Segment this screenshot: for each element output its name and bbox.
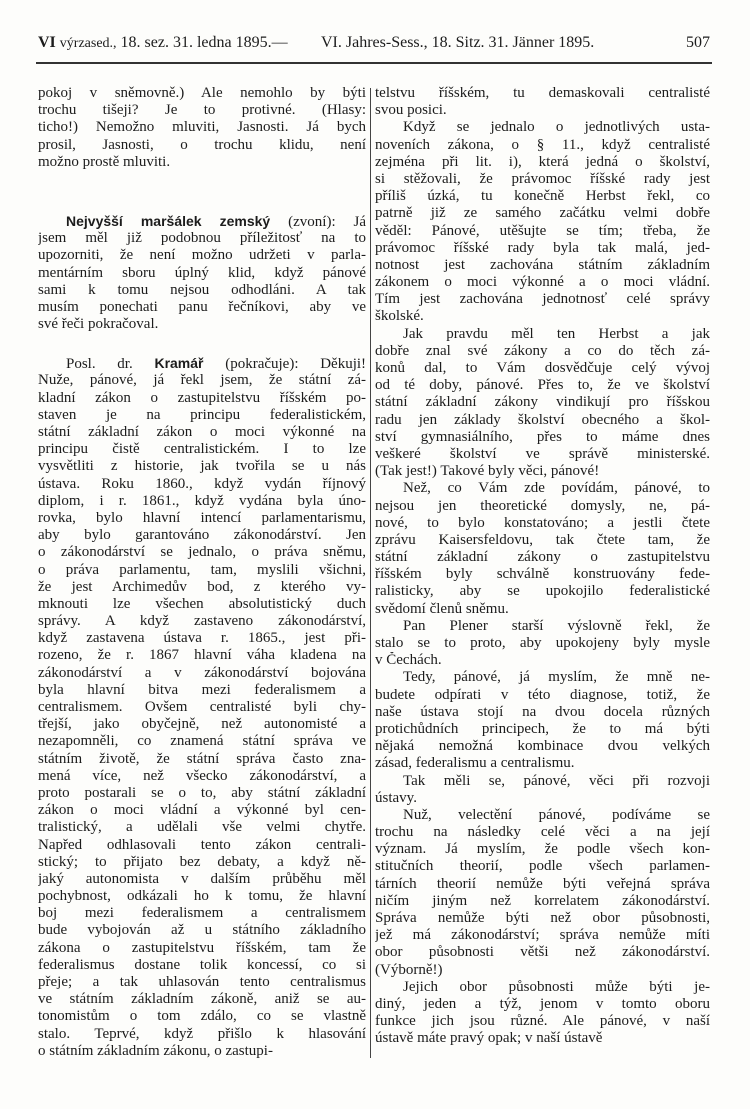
text-line: správy. A když zastaveno zákonodárství, — [38, 613, 366, 630]
text-line: přeje; a tak uhlasován tento centralismus — [38, 974, 366, 990]
paragraph — [375, 119, 710, 325]
text-line: své řeči pokračoval. — [38, 316, 159, 333]
text-line: Nuže, pánové, já řekl jsem, že státní zá- — [38, 372, 366, 389]
left-column — [38, 85, 366, 1060]
speaker-name: Nejvyšší maršálek zemský — [66, 212, 271, 229]
text-line: diplom, i r. 1861., když vydána byla úno- — [38, 492, 366, 509]
text-line: protichůdních principech, že to má býti — [375, 720, 710, 737]
header-czech — [38, 34, 288, 52]
text-line: od té doby, pánové. Přes to, že ve školství — [375, 377, 710, 394]
text-line: v Čechách. — [375, 652, 442, 669]
speaker-name: Kramář — [154, 355, 204, 372]
text-line: Tedy, pánové, já myslím, že mně ne- — [403, 669, 710, 686]
text-line: státní základní zákony vindikují pro říšskou — [375, 394, 710, 411]
text-line: dobře znal své zákony a co do těch zá- — [375, 342, 710, 359]
text-line: konů dal, to Vám dosvědčuje celý vývoj — [375, 360, 710, 376]
text-line: možno prostě mluviti. — [38, 153, 171, 170]
text-line: principu čistě centralistickém. I to lze — [38, 441, 366, 458]
text-line: zákona o zastupitelstvu říšském, tam že — [38, 939, 366, 956]
page-number: 507 — [686, 34, 710, 51]
text-line: noveních zákona, o § 11., když centralisté — [375, 136, 710, 153]
paragraph — [375, 480, 710, 618]
text-line: zákon o moci vládní a výkonné byl cen- — [38, 802, 366, 819]
text-line: federalismus dostane tolik koncessí, co si — [38, 956, 366, 973]
text-line: mknouti lze všechen absolutistický duch — [38, 595, 366, 612]
text-line: jež má zákonodárství; správa nemůže míti — [375, 927, 710, 944]
text-line: věděl: Pánové, utěšujte se tím; třeba, že — [375, 222, 710, 239]
text-line: Než, co Vám zde povídám, pánové, to — [403, 480, 710, 497]
text-line: státní základní zákon o moci výkonné na — [38, 424, 366, 440]
text-line: mentárním sboru úplný klid, když pánové — [38, 264, 366, 281]
text-line: když zastavena ústava r. 1865., jest při- — [38, 630, 366, 647]
paragraph — [375, 326, 710, 481]
paragraph-marshal — [38, 213, 366, 333]
text-line: veškeré školství ve správě ministerské. — [375, 445, 710, 462]
header-session-label: výrzased., — [59, 36, 117, 51]
text-line: budete odpírati v této diagnose, totiž, že — [375, 686, 710, 703]
text-line: ství gymnasiálního, přes to máme dnes — [375, 428, 710, 445]
text-line: ticho!) Nemožno mluviti, Jasnosti. Já bych — [38, 119, 366, 136]
running-header — [38, 34, 710, 58]
text-line: stitučních theorií, podle všech parlamen- — [375, 858, 710, 875]
text-line: nejsou jen theoretické domysly, ne, pá- — [375, 497, 710, 514]
header-session-number: VI — [38, 34, 56, 51]
text-line — [38, 213, 366, 230]
text-line: byla hlavní bitva mezi federalismem a — [38, 681, 366, 698]
header-rule — [36, 62, 712, 64]
text-line: ničím jiným než korrelatem zákonodárství. — [375, 892, 710, 909]
text-line: pochybnost, odkázali ho k tomu, že hlavní — [38, 888, 366, 905]
text-line: naše ústava stojí na dvou docela různých — [375, 703, 710, 720]
text-line: že jest Archimedův bod, z kterého vy- — [38, 578, 366, 595]
text-line: kladní zákon o zastupitelstvu říšském po- — [38, 389, 366, 406]
text-line: Pan Plener starší výslovně řekl, že — [403, 617, 710, 634]
text-line: svou posici. — [375, 102, 447, 119]
text-line: diný, jeden a týž, jenom v tomto oboru — [375, 995, 710, 1012]
text-line: o státním základním zákonu, o zastupi- — [38, 1042, 273, 1059]
paragraph — [38, 85, 366, 171]
text-line: musím ponechati panu řečníkovi, aby ve — [38, 298, 366, 315]
paragraph — [375, 807, 710, 979]
text-line: stalo. Teprvé, když přišlo k hlasování — [38, 1025, 366, 1042]
speaker-remark: (pokračuje): Děkuji! — [225, 356, 366, 373]
text-line: svědomí členů sněmu. — [375, 600, 509, 617]
paragraph — [375, 669, 710, 772]
text-line: upozorniti, že není možno udržeti v parla- — [38, 247, 366, 264]
text-line: Jak pravdu měl ten Herbst a jak — [403, 325, 710, 342]
text-line: trochu na následky celé věci a na její — [375, 824, 710, 841]
text-line: stalo se to proto, aby upokojeny byly mysle — [375, 635, 710, 651]
header-german: VI. Jahres-Sess., 18. Sitz. 31. Jänner 1895. — [321, 34, 595, 51]
text-line: Když se jednalo o jednotlivých usta- — [403, 119, 710, 136]
text-line: příliš úzká, tu konečně Herbst řekl, co — [375, 188, 710, 205]
text-line: zákonodárství a v zákonodárství bojována — [38, 664, 366, 681]
text-line: rozeno, že r. 1867 hlavní váha kladena na — [38, 647, 366, 664]
text-line: ve státním základním zákoně, aniž se au- — [38, 991, 366, 1008]
text-line: bude vybojován až u státního základního — [38, 922, 366, 939]
text-line: funkce jich jsou různé. Ale pánové, v naší — [375, 1013, 710, 1030]
text-line: zásad, federalismu a centralismu. — [375, 755, 575, 772]
text-line: Napřed odhlasovali tento zákon centrali- — [38, 836, 366, 853]
paragraph — [375, 979, 710, 1048]
text-line: státním životě, že státní správa často zna- — [38, 750, 366, 767]
text-line: patrně již ze samého začátku velmi dobře — [375, 205, 710, 222]
header-czech-date: 18. sez. 31. ledna 1895.— — [120, 34, 288, 51]
text-line: staven je na principu federalistickém, — [38, 406, 366, 423]
text-line: o zákonodárství se jednalo, o práva sněmu, — [38, 544, 366, 561]
text-line: školské. — [375, 308, 424, 325]
text-line: tralistický, a udělali vše velmi chytře. — [38, 819, 366, 836]
text-line: prosil, Jasnosti, o trochu klidu, není — [38, 136, 366, 153]
text-line: centralismem. Ovšem centralisté byli chy- — [38, 699, 366, 715]
text-line: rovka, bylo hlavní intencí parlamentarismu, — [38, 509, 366, 526]
text-line: (Výborně!) — [375, 961, 443, 978]
text-line: proto postarali se o to, aby státní základní — [38, 784, 366, 801]
text-line: ústava. Roku 1860., když vydán říjnový — [38, 475, 366, 492]
text-line: mená více, než všecko zákonodárství, a — [38, 767, 366, 784]
paragraph — [375, 773, 710, 807]
text-line: ralisticky, aby se upokojilo federalistické — [375, 583, 710, 600]
speaker-prefix: Posl. dr. — [66, 356, 133, 373]
text-line: trochu tišeji? Je to protivné. (Hlasy: — [38, 102, 366, 119]
text-line: zprávu Kaisersfeldovu, tak čtete tam, že — [375, 531, 710, 548]
text-line: jaký autonomista v dalším průběhu měl — [38, 870, 366, 887]
text-line: obor působnosti větši než zákonodárství. — [375, 944, 710, 961]
column-divider — [370, 88, 371, 1058]
speaker-remark: (zvoní): Já — [288, 213, 366, 230]
text-line: Správa nemůže býti než obor působnosti, — [375, 910, 710, 926]
text-line: třejší, jako obyčejně, než autonomisté a — [38, 716, 366, 733]
text-line: stický; to přijato bez debaty, a když ně- — [38, 853, 366, 870]
text-line: státní základní zákony o zastupitelstvu — [375, 549, 710, 566]
text-line: význam. Já myslím, že podle všech kon- — [375, 841, 710, 858]
paragraph — [375, 618, 710, 670]
text-line: pokoj v sněmovně.) Ale nemohlo by býti — [38, 85, 366, 101]
text-line: nezapomněli, co znamená státní správa ve — [38, 733, 366, 750]
text-line: tárních theorií nemůže býti veřejná správa — [375, 875, 710, 892]
text-line: Tak měli se, pánové, věci při rozvoji — [403, 772, 710, 789]
text-line: nové, to bylo konstatováno; a jestli čtete — [375, 514, 710, 531]
text-line: říšském byly schválně konstruovány fede- — [375, 566, 710, 583]
text-line: právomoc říšské rady byla tak malá, jed- — [375, 239, 710, 256]
text-line: o práva parlamentu, tam, myslili všichni, — [38, 561, 366, 578]
text-line: sami k tomu nejsou odhodláni. A tak — [38, 281, 366, 298]
text-line: vysvětliti z historie, jak tvořila se u nás — [38, 458, 366, 475]
text-line: si stěžovali, že právomoc říšské rady jest — [375, 170, 710, 187]
paragraph — [375, 85, 710, 119]
text-line: notnost jest zachována státním základním — [375, 256, 710, 273]
text-line: zejména při lit. i), která jedná o školství, — [375, 153, 710, 170]
text-line: jsem měl již podobnou příležitosť na to — [38, 230, 366, 247]
text-line: Jejich obor působnosti může býti je- — [403, 978, 710, 995]
text-line — [38, 355, 366, 372]
text-line: radu jen základy školství obecného a škol- — [375, 411, 710, 428]
text-line: Tím jest zachována jednotnosť celé správy — [375, 291, 710, 308]
text-line: boj mezi federalismem a centralismem — [38, 905, 366, 922]
text-line: ústavě máte pravý opak; v naší ústavě — [375, 1030, 603, 1047]
text-line: Nuž, velectění pánové, podíváme se — [403, 806, 710, 823]
text-line: tonomistům o tom zdálo, co se vlastně — [38, 1008, 366, 1025]
text-line: nějaká nemožná kombinace dvou velkých — [375, 738, 710, 755]
text-line: (Tak jest!) Takové byly věci, pánové! — [375, 463, 600, 480]
right-column — [375, 85, 710, 1048]
text-line: zákonem o moci výkonné a o moci vládní. — [375, 274, 710, 291]
text-line: aby bylo garantováno zákonodárství. Jen — [38, 527, 366, 544]
text-line: ústavy. — [375, 789, 417, 806]
paragraph-kramar — [38, 355, 366, 1060]
text-line: telstvu říšském, tu demaskovali centralisté — [375, 85, 710, 101]
